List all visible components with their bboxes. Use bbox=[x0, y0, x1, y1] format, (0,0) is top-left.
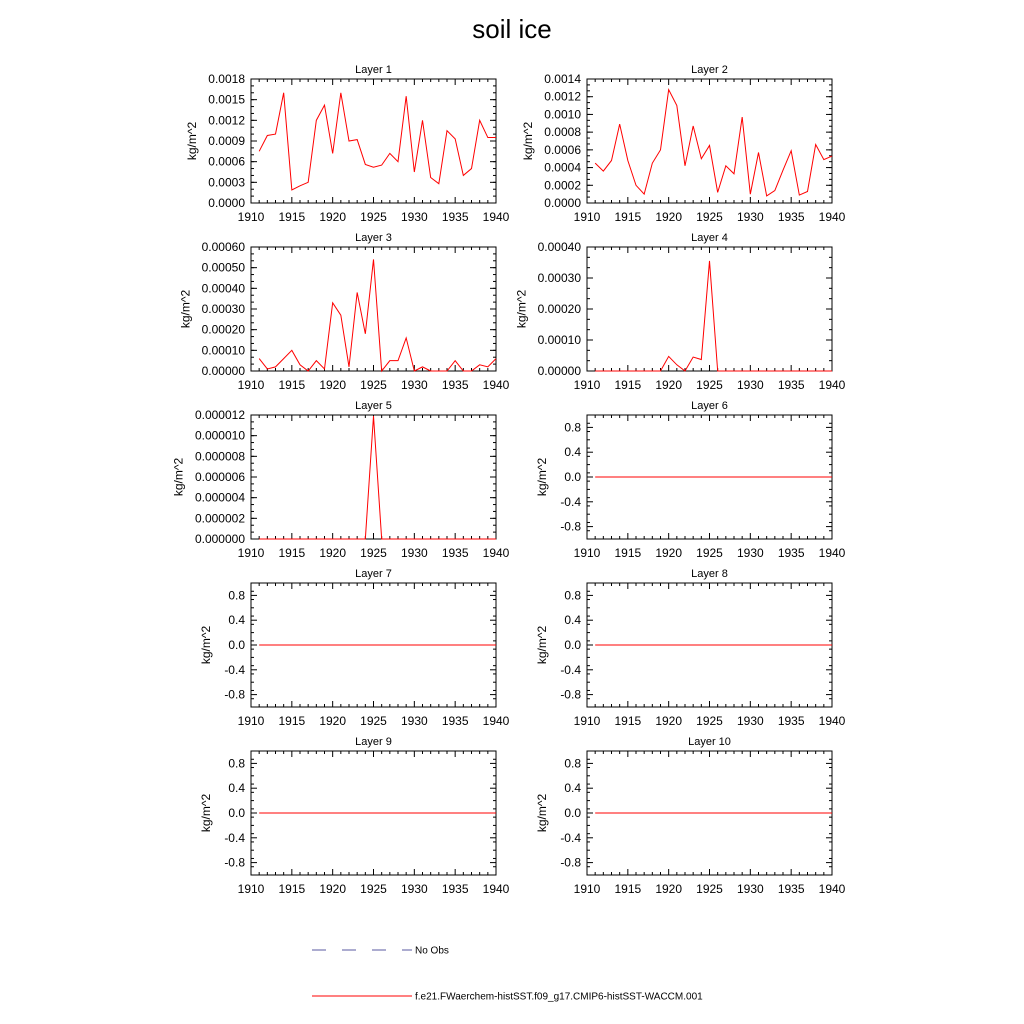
x-tick-label: 1920 bbox=[655, 546, 683, 560]
x-tick-label: 1940 bbox=[818, 882, 846, 896]
x-tick-label: 1915 bbox=[614, 378, 642, 392]
panel-title: Layer 2 bbox=[691, 64, 728, 76]
x-tick-label: 1930 bbox=[400, 882, 428, 896]
y-tick-label: 0.0 bbox=[564, 470, 581, 484]
y-axis-label: kg/m^2 bbox=[171, 457, 186, 497]
x-tick-label: 1940 bbox=[482, 546, 510, 560]
panel-title: Layer 7 bbox=[355, 568, 392, 580]
panel-title: Layer 6 bbox=[691, 400, 728, 412]
x-tick-label: 1935 bbox=[441, 210, 469, 224]
x-tick-label: 1910 bbox=[237, 378, 265, 392]
y-tick-label: 0.000004 bbox=[194, 490, 245, 505]
y-axis-label: kg/m^2 bbox=[185, 121, 200, 161]
x-tick-label: 1915 bbox=[614, 210, 642, 224]
x-tick-label: 1935 bbox=[777, 882, 805, 896]
y-tick-label: 0.0002 bbox=[544, 178, 581, 193]
y-tick-label: 0.0 bbox=[228, 806, 245, 820]
y-tick-label: 0.000002 bbox=[194, 511, 245, 526]
y-axis-label: kg/m^2 bbox=[534, 625, 549, 665]
x-tick-label: 1940 bbox=[818, 546, 846, 560]
y-tick-label: 0.0014 bbox=[544, 72, 581, 86]
panel-layer-10 bbox=[535, 736, 846, 896]
x-tick-label: 1915 bbox=[278, 210, 306, 224]
x-tick-label: 1920 bbox=[655, 378, 683, 392]
y-tick-label: 0.8 bbox=[564, 420, 581, 435]
y-tick-label: 0.0012 bbox=[544, 89, 581, 104]
x-tick-label: 1930 bbox=[736, 378, 764, 392]
x-tick-label: 1910 bbox=[237, 546, 265, 560]
y-tick-label: 0.00060 bbox=[201, 240, 245, 254]
y-tick-label: 0.0015 bbox=[208, 92, 245, 107]
x-tick-label: 1920 bbox=[319, 714, 347, 728]
y-axis-label: kg/m^2 bbox=[198, 625, 213, 665]
y-axis-label: kg/m^2 bbox=[521, 121, 536, 161]
x-tick-label: 1930 bbox=[400, 546, 428, 560]
y-tick-label: 0.000012 bbox=[194, 408, 245, 422]
x-tick-label: 1925 bbox=[696, 546, 723, 560]
x-tick-label: 1940 bbox=[482, 378, 510, 392]
panel-layer-8 bbox=[535, 568, 846, 728]
y-tick-label: 0.0000 bbox=[208, 196, 245, 210]
y-axis-label: kg/m^2 bbox=[514, 289, 529, 329]
panel-title: Layer 8 bbox=[691, 568, 728, 580]
y-tick-label: -0.8 bbox=[560, 519, 581, 534]
x-tick-label: 1920 bbox=[655, 882, 683, 896]
x-tick-label: 1920 bbox=[319, 546, 347, 560]
x-tick-label: 1940 bbox=[818, 210, 846, 224]
y-tick-label: 0.4 bbox=[564, 613, 581, 628]
x-tick-label: 1935 bbox=[777, 210, 805, 224]
x-tick-label: 1930 bbox=[736, 714, 764, 728]
y-tick-label: 0.0009 bbox=[208, 134, 245, 148]
x-tick-label: 1935 bbox=[441, 714, 469, 728]
panel-layer-1 bbox=[185, 64, 509, 224]
plot-frame bbox=[251, 415, 496, 539]
x-tick-label: 1940 bbox=[818, 714, 846, 728]
x-tick-label: 1915 bbox=[278, 714, 306, 728]
x-tick-label: 1910 bbox=[573, 714, 601, 728]
y-tick-label: 0.00010 bbox=[201, 343, 245, 358]
y-tick-label: 0.0008 bbox=[544, 125, 581, 140]
panel-layer-3 bbox=[178, 232, 509, 392]
x-tick-label: 1910 bbox=[573, 210, 601, 224]
panel-layer-2 bbox=[521, 64, 845, 224]
data-series-line bbox=[259, 416, 496, 539]
x-tick-label: 1910 bbox=[237, 210, 265, 224]
data-series-line bbox=[259, 259, 496, 371]
x-tick-label: 1925 bbox=[360, 546, 387, 560]
data-series-line bbox=[595, 261, 832, 371]
x-tick-label: 1915 bbox=[614, 882, 642, 896]
y-tick-label: 0.00020 bbox=[201, 322, 245, 337]
x-tick-label: 1935 bbox=[441, 882, 469, 896]
x-tick-label: 1920 bbox=[655, 210, 683, 224]
data-series-line bbox=[259, 93, 496, 190]
y-tick-label: 0.0006 bbox=[208, 154, 245, 169]
y-tick-label: 0.00020 bbox=[537, 302, 581, 316]
x-tick-label: 1915 bbox=[278, 546, 306, 560]
x-tick-label: 1930 bbox=[400, 210, 428, 224]
y-tick-label: 0.4 bbox=[228, 613, 245, 628]
y-tick-label: 0.4 bbox=[564, 445, 581, 460]
panel-title: Layer 3 bbox=[355, 232, 392, 244]
main-title-text: soil ice bbox=[472, 14, 552, 44]
y-tick-label: 0.00050 bbox=[201, 260, 245, 275]
y-tick-label: 0.00010 bbox=[537, 333, 581, 347]
y-tick-label: 0.8 bbox=[228, 756, 245, 771]
panel-layer-7 bbox=[199, 568, 510, 728]
y-tick-label: -0.4 bbox=[560, 830, 581, 845]
y-tick-label: 0.0 bbox=[564, 638, 581, 652]
y-axis-label: kg/m^2 bbox=[534, 457, 549, 497]
x-tick-label: 1925 bbox=[696, 882, 723, 896]
x-tick-label: 1925 bbox=[360, 210, 387, 224]
x-tick-label: 1915 bbox=[614, 546, 642, 560]
panel-layer-6 bbox=[535, 400, 846, 560]
y-tick-label: 0.4 bbox=[228, 781, 245, 796]
x-tick-label: 1915 bbox=[278, 882, 306, 896]
data-series-line bbox=[595, 90, 832, 196]
x-tick-label: 1925 bbox=[696, 210, 723, 224]
y-tick-label: 0.0006 bbox=[544, 142, 581, 157]
x-tick-label: 1915 bbox=[614, 714, 642, 728]
legend bbox=[312, 946, 703, 1003]
legend-model-label: f.e21.FWaerchem-histSST.f09_g17.CMIP6-histSST-WACCM.001 bbox=[415, 991, 703, 1003]
x-tick-label: 1925 bbox=[360, 714, 387, 728]
y-tick-label: -0.4 bbox=[224, 662, 245, 677]
x-tick-label: 1935 bbox=[777, 378, 805, 392]
x-tick-label: 1930 bbox=[736, 882, 764, 896]
y-tick-label: 0.8 bbox=[564, 588, 581, 603]
panel-title: Layer 9 bbox=[355, 736, 392, 748]
x-tick-label: 1925 bbox=[360, 882, 387, 896]
y-tick-label: 0.000006 bbox=[194, 470, 245, 484]
x-tick-label: 1935 bbox=[777, 546, 805, 560]
x-tick-label: 1940 bbox=[482, 714, 510, 728]
x-tick-label: 1930 bbox=[400, 714, 428, 728]
y-tick-label: 0.8 bbox=[564, 756, 581, 771]
y-tick-label: 0.0003 bbox=[208, 175, 245, 190]
x-tick-label: 1910 bbox=[237, 882, 265, 896]
y-tick-label: -0.8 bbox=[224, 687, 245, 702]
x-tick-label: 1935 bbox=[441, 546, 469, 560]
y-tick-label: 0.0018 bbox=[208, 72, 245, 86]
y-tick-label: 0.000008 bbox=[194, 449, 245, 464]
y-tick-label: -0.8 bbox=[224, 855, 245, 870]
panel-title: Layer 10 bbox=[688, 736, 731, 748]
x-tick-label: 1940 bbox=[818, 378, 846, 392]
y-tick-label: 0.00040 bbox=[201, 281, 245, 296]
y-tick-label: 0.000000 bbox=[194, 532, 245, 546]
y-tick-label: 0.8 bbox=[228, 588, 245, 603]
y-tick-label: 0.4 bbox=[564, 781, 581, 796]
panel-title: Layer 1 bbox=[355, 64, 392, 76]
y-tick-label: 0.0 bbox=[564, 806, 581, 820]
y-tick-label: -0.4 bbox=[224, 830, 245, 845]
x-tick-label: 1940 bbox=[482, 882, 510, 896]
x-tick-label: 1910 bbox=[573, 378, 601, 392]
x-tick-label: 1910 bbox=[573, 546, 601, 560]
y-axis-label: kg/m^2 bbox=[178, 289, 193, 329]
y-tick-label: 0.00040 bbox=[537, 240, 581, 254]
x-tick-label: 1940 bbox=[482, 210, 510, 224]
panel-title: Layer 4 bbox=[691, 232, 728, 244]
y-tick-label: 0.00000 bbox=[201, 364, 245, 378]
y-tick-label: 0.00030 bbox=[537, 271, 581, 285]
y-tick-label: -0.4 bbox=[560, 494, 581, 509]
y-tick-label: -0.4 bbox=[560, 662, 581, 677]
x-tick-label: 1910 bbox=[573, 882, 601, 896]
panel-layer-9 bbox=[199, 736, 510, 896]
x-tick-label: 1930 bbox=[400, 378, 428, 392]
y-tick-label: 0.0012 bbox=[208, 113, 245, 128]
x-tick-label: 1935 bbox=[441, 378, 469, 392]
panel-layer-4 bbox=[514, 232, 845, 392]
y-tick-label: 0.0 bbox=[228, 638, 245, 652]
y-axis-label: kg/m^2 bbox=[534, 793, 549, 833]
x-tick-label: 1920 bbox=[319, 378, 347, 392]
y-tick-label: 0.0004 bbox=[544, 160, 581, 175]
x-tick-label: 1915 bbox=[278, 378, 306, 392]
x-tick-label: 1920 bbox=[319, 210, 347, 224]
x-tick-label: 1920 bbox=[319, 882, 347, 896]
y-tick-label: -0.8 bbox=[560, 687, 581, 702]
y-tick-label: -0.8 bbox=[560, 855, 581, 870]
x-tick-label: 1930 bbox=[736, 546, 764, 560]
x-tick-label: 1920 bbox=[655, 714, 683, 728]
y-tick-label: 0.0000 bbox=[544, 196, 581, 210]
y-tick-label: 0.00030 bbox=[201, 302, 245, 316]
legend-no-obs-label: No Obs bbox=[415, 945, 449, 957]
panel-layer-5 bbox=[172, 400, 510, 560]
x-tick-label: 1925 bbox=[360, 378, 387, 392]
x-tick-label: 1930 bbox=[736, 210, 764, 224]
panel-title: Layer 5 bbox=[355, 400, 392, 412]
y-axis-label: kg/m^2 bbox=[198, 793, 213, 833]
x-tick-label: 1935 bbox=[777, 714, 805, 728]
y-tick-label: 0.0010 bbox=[544, 107, 581, 122]
y-tick-label: 0.000010 bbox=[194, 428, 245, 443]
x-tick-label: 1910 bbox=[237, 714, 265, 728]
x-tick-label: 1925 bbox=[696, 714, 723, 728]
y-tick-label: 0.00000 bbox=[537, 364, 581, 378]
x-tick-label: 1925 bbox=[696, 378, 723, 392]
